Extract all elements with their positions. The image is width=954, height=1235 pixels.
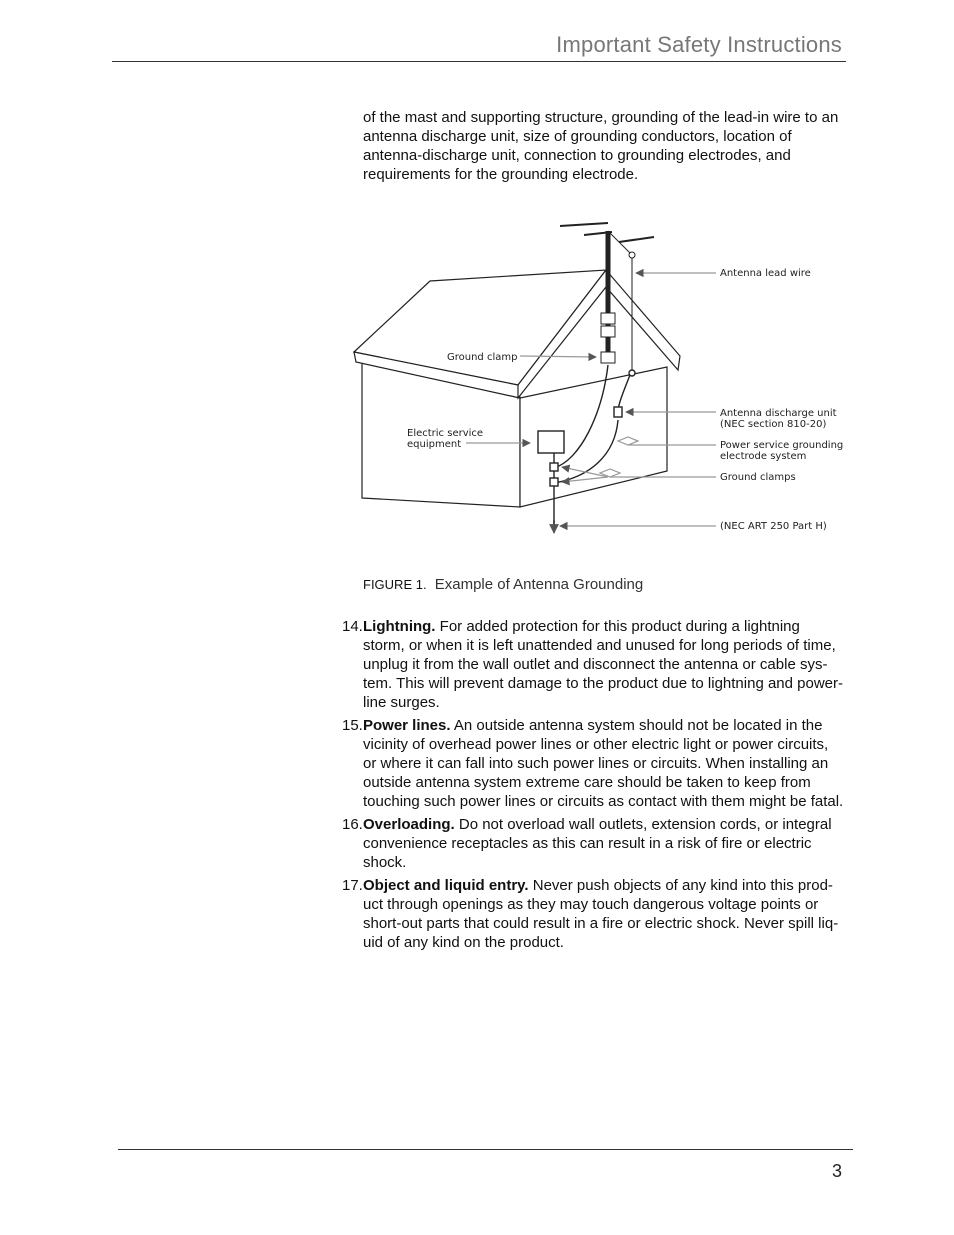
list-item: [340, 716, 845, 811]
power-grounding-label: Power service grounding: [720, 440, 844, 451]
item-text: For added protection for this product during a lightning storm, or when it is left unattended and unused for long periods of time, unplug it from the wall outlet and disconnect the antenna or cable sys-tem. This will prevent damage to the product due to lightning and power-line surges.: [363, 618, 843, 711]
item-text: An outside antenna system should not be located in the vicinity of overhead power lines or other electric light or power circuits, or where it can fall into such power lines or circuits. When installing an outside antenna system extreme care should be taken to keep from touching such power lines or circuits as contact with them might be fatal.: [363, 717, 844, 810]
antenna-grounding-figure: [340, 215, 850, 545]
electric-service-box: [538, 431, 564, 453]
item-term: Overloading.: [363, 816, 455, 833]
discharge-unit-label-2: (NEC section 810-20): [720, 419, 827, 430]
electric-service-label: Electric service: [407, 428, 484, 439]
page-number: 3: [831, 1161, 842, 1181]
figure-number: FIGURE 1.: [363, 577, 427, 592]
list-item: [340, 617, 845, 712]
ground-clamp-label: Ground clamp: [447, 352, 518, 363]
item-term: Object and liquid entry.: [363, 877, 529, 894]
list-item: [340, 815, 845, 872]
electric-service-label-2: equipment: [407, 439, 462, 450]
intro-paragraph: of the mast and supporting structure, grounding of the lead-in wire to an antenna discharge unit, size of grounding conductors, location of antenna-discharge unit, connection to grounding electrodes, and requirements for the grounding electrode.: [363, 109, 839, 183]
figure-caption-text: Example of Antenna Grounding: [434, 576, 644, 593]
item-number: 14.: [342, 618, 363, 635]
safety-instructions-list: [340, 617, 845, 956]
ground-clamps-label: Ground clamps: [720, 472, 796, 483]
item-text: Never push objects of any kind into this prod-uct through openings as they may touch dangerous voltage points or short-out parts that could result in a fire or electric shock. Never spill liq-uid of any kind on the product.: [363, 877, 839, 951]
antenna-lead-wire-label: Antenna lead wire: [720, 268, 811, 279]
list-item: [340, 876, 845, 952]
nec-art-label: (NEC ART 250 Part H): [720, 521, 827, 532]
item-number: 15.: [342, 717, 363, 734]
power-grounding-label-2: electrode system: [720, 451, 807, 462]
page-title: Important Safety Instructions: [556, 32, 842, 57]
figure-caption: [363, 576, 643, 593]
item-number: 16.: [342, 816, 363, 833]
house-drawing: [354, 270, 680, 507]
footer-divider: [118, 1149, 853, 1150]
antenna-grounding-diagram: [340, 215, 850, 545]
discharge-unit-label: Antenna discharge unit: [720, 408, 837, 419]
item-term: Power lines.: [363, 717, 451, 734]
item-text: Do not overload wall outlets, extension cords, or integral convenience receptacles as this can result in a risk of fire or electric shock.: [363, 816, 832, 871]
item-term: Lightning.: [363, 618, 436, 635]
discharge-unit: [614, 407, 622, 417]
header-divider: [112, 61, 846, 62]
item-number: 17.: [342, 877, 363, 894]
